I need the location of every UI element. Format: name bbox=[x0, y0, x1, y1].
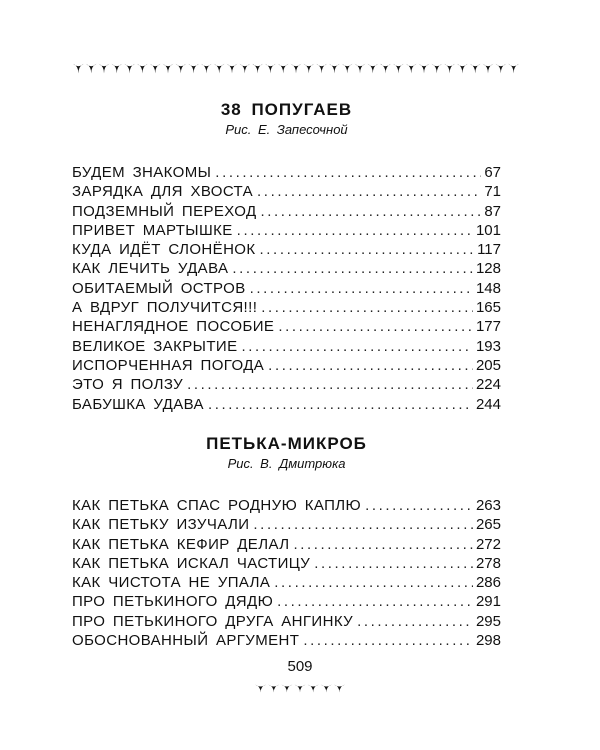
illustrator-credit: Рис. В. Дмитрюка bbox=[227, 456, 346, 471]
leaf-ornament bbox=[281, 685, 292, 693]
leaf-ornament bbox=[457, 64, 468, 74]
toc-entry-page: 286 bbox=[475, 574, 501, 592]
leaf-ornament bbox=[175, 64, 186, 74]
leaf-ornament bbox=[188, 64, 199, 74]
toc-entry-title: БАБУШКА УДАВА bbox=[72, 395, 204, 413]
dot-leader bbox=[237, 221, 473, 240]
toc-entry-title: ЭТО Я ПОЛЗУ bbox=[72, 376, 184, 394]
illustrator-credit: Рис. Е. Запесочной bbox=[225, 122, 348, 137]
toc-entry-title: ПОДЗЕМНЫЙ ПЕРЕХОД bbox=[72, 202, 257, 220]
toc-entry-page: 67 bbox=[484, 164, 501, 181]
toc-entry bbox=[72, 612, 501, 631]
leaf-ornament bbox=[291, 64, 302, 74]
dot-leader bbox=[260, 240, 475, 259]
toc-entry-page: 263 bbox=[475, 497, 501, 514]
toc-entry bbox=[72, 202, 501, 221]
toc-entry bbox=[72, 631, 501, 650]
ornament-border-bottom bbox=[254, 683, 346, 693]
toc-entry-title: КАК ЧИСТОТА НЕ УПАЛА bbox=[72, 574, 271, 592]
toc-entry-title: КАК ПЕТЬКА ИСКАЛ ЧАСТИЦУ bbox=[72, 554, 311, 572]
toc-entry bbox=[72, 298, 501, 317]
toc-entry bbox=[72, 573, 501, 592]
toc-entry-page: 265 bbox=[475, 516, 501, 534]
leaf-ornament bbox=[239, 64, 250, 74]
dot-leader bbox=[241, 337, 472, 356]
toc-entry-page: 244 bbox=[475, 395, 501, 413]
leaf-ornament bbox=[316, 64, 327, 74]
leaf-ornament bbox=[137, 64, 148, 74]
toc-entry bbox=[72, 356, 501, 375]
toc-entry bbox=[72, 592, 501, 611]
toc-entry-page: 224 bbox=[475, 376, 501, 394]
leaf-ornament bbox=[163, 64, 174, 74]
section-title: 38 ПОПУГАЕВ bbox=[220, 100, 353, 119]
dot-leader bbox=[250, 279, 473, 298]
toc-entry bbox=[72, 317, 501, 336]
toc-entry-page: 117 bbox=[477, 241, 501, 259]
leaf-ornament bbox=[99, 64, 110, 74]
toc-section-petka-mikrob bbox=[72, 434, 501, 650]
leaf-ornament bbox=[150, 64, 161, 74]
dot-leader bbox=[261, 202, 482, 221]
toc-entry-title: ПРО ПЕТЬКИНОГО ДРУГА АНГИНКУ bbox=[72, 612, 354, 630]
leaf-ornament bbox=[334, 685, 345, 693]
toc-entry bbox=[72, 515, 501, 534]
toc-entry-page: 205 bbox=[475, 356, 501, 374]
toc-entry bbox=[72, 182, 501, 201]
dot-leader bbox=[303, 631, 473, 650]
dot-leader bbox=[208, 395, 473, 414]
section-title: ПЕТЬКА-МИКРОБ bbox=[206, 434, 367, 453]
toc-entry-page: 71 bbox=[484, 183, 501, 201]
toc-entry-title: КАК ПЕТЬКУ ИЗУЧАЛИ bbox=[72, 516, 250, 534]
leaf-ornament bbox=[431, 64, 442, 74]
leaf-ornament bbox=[268, 685, 279, 693]
dot-leader bbox=[365, 496, 473, 515]
toc-entry bbox=[72, 375, 501, 394]
toc-list bbox=[72, 163, 501, 414]
dot-leader bbox=[357, 612, 473, 631]
leaf-ornament bbox=[321, 685, 332, 693]
toc-entry-title: КАК ПЕТЬКА КЕФИР ДЕЛАЛ bbox=[72, 535, 290, 553]
leaf-ornament bbox=[329, 64, 340, 74]
dot-leader bbox=[187, 375, 473, 394]
toc-entry-page: 298 bbox=[475, 632, 501, 650]
leaf-ornament bbox=[406, 64, 417, 74]
toc-entry bbox=[72, 554, 501, 573]
leaf-ornament bbox=[495, 64, 506, 74]
dot-leader bbox=[257, 182, 481, 201]
toc-entry-page: 87 bbox=[484, 202, 501, 220]
toc-entry bbox=[72, 395, 501, 414]
dot-leader bbox=[314, 554, 473, 573]
leaf-ornament bbox=[294, 685, 305, 693]
leaf-ornament bbox=[380, 64, 391, 74]
dot-leader bbox=[261, 298, 473, 317]
leaf-ornament bbox=[367, 64, 378, 74]
toc-entry-page: 278 bbox=[475, 554, 501, 572]
toc-entry-title: ИСПОРЧЕННАЯ ПОГОДА bbox=[72, 356, 265, 374]
toc-entry-title: ОБИТАЕМЫЙ ОСТРОВ bbox=[72, 279, 246, 297]
dot-leader bbox=[293, 535, 473, 554]
leaf-ornament bbox=[483, 64, 494, 74]
toc-entry-page: 291 bbox=[475, 593, 501, 611]
dot-leader bbox=[253, 515, 473, 534]
dot-leader bbox=[278, 317, 473, 336]
leaf-ornament bbox=[470, 64, 481, 74]
toc-entry-title: КАК ПЕТЬКА СПАС РОДНУЮ КАПЛЮ bbox=[72, 497, 362, 514]
leaf-ornament bbox=[73, 64, 84, 74]
toc-entry-title: ЗАРЯДКА ДЛЯ ХВОСТА bbox=[72, 183, 254, 201]
leaf-ornament bbox=[214, 64, 225, 74]
toc-section-38-popugaev bbox=[72, 100, 501, 414]
toc-entry bbox=[72, 496, 501, 515]
toc-entry-title: ПРИВЕТ МАРТЫШКЕ bbox=[72, 221, 233, 239]
page-number: 509 bbox=[287, 658, 313, 675]
toc-entry-page: 272 bbox=[475, 535, 501, 553]
leaf-ornament bbox=[393, 64, 404, 74]
toc-entry bbox=[72, 535, 501, 554]
dot-leader bbox=[268, 356, 473, 375]
toc-entry bbox=[72, 279, 501, 298]
toc-entry-title: ОБОСНОВАННЫЙ АРГУМЕНТ bbox=[72, 632, 300, 650]
leaf-ornament bbox=[227, 64, 238, 74]
leaf-ornament bbox=[111, 64, 122, 74]
leaf-ornament bbox=[265, 64, 276, 74]
toc-entry-page: 295 bbox=[475, 612, 501, 630]
leaf-ornament bbox=[308, 685, 319, 693]
toc-entry-title: БУДЕМ ЗНАКОМЫ bbox=[72, 164, 212, 181]
dot-leader bbox=[215, 163, 481, 182]
toc-entry-title: ПРО ПЕТЬКИНОГО ДЯДЮ bbox=[72, 593, 274, 611]
toc-entry-title: НЕНАГЛЯДНОЕ ПОСОБИЕ bbox=[72, 318, 275, 336]
toc-list bbox=[72, 496, 501, 650]
toc-entry-title: ВЕЛИКОЕ ЗАКРЫТИЕ bbox=[72, 337, 238, 355]
dot-leader bbox=[274, 573, 473, 592]
dot-leader bbox=[277, 592, 473, 611]
toc-entry-title: КАК ЛЕЧИТЬ УДАВА bbox=[72, 260, 229, 278]
toc-entry bbox=[72, 240, 501, 259]
leaf-ornament bbox=[201, 64, 212, 74]
dot-leader bbox=[232, 259, 473, 278]
leaf-ornament bbox=[124, 64, 135, 74]
leaf-ornament bbox=[355, 64, 366, 74]
toc-entry-title: А ВДРУГ ПОЛУЧИТСЯ!!! bbox=[72, 299, 258, 317]
leaf-ornament bbox=[419, 64, 430, 74]
toc-entry-page: 101 bbox=[475, 221, 501, 239]
toc-entry-page: 165 bbox=[475, 299, 501, 317]
toc-entry-page: 148 bbox=[475, 279, 501, 297]
leaf-ornament bbox=[342, 64, 353, 74]
leaf-ornament bbox=[444, 64, 455, 74]
toc-entry bbox=[72, 337, 501, 356]
toc-entry-page: 193 bbox=[475, 337, 501, 355]
leaf-ornament bbox=[278, 64, 289, 74]
toc-entry-page: 177 bbox=[475, 318, 501, 336]
toc-entry bbox=[72, 163, 501, 182]
leaf-ornament bbox=[255, 685, 266, 693]
toc-entry-title: КУДА ИДЁТ СЛОНЁНОК bbox=[72, 241, 256, 259]
leaf-ornament bbox=[303, 64, 314, 74]
toc-entry bbox=[72, 221, 501, 240]
toc-entry-page: 128 bbox=[475, 260, 501, 278]
leaf-ornament bbox=[252, 64, 263, 74]
leaf-ornament bbox=[86, 64, 97, 74]
leaf-ornament bbox=[508, 64, 519, 74]
toc-entry bbox=[72, 259, 501, 278]
ornament-border-top bbox=[72, 62, 520, 74]
